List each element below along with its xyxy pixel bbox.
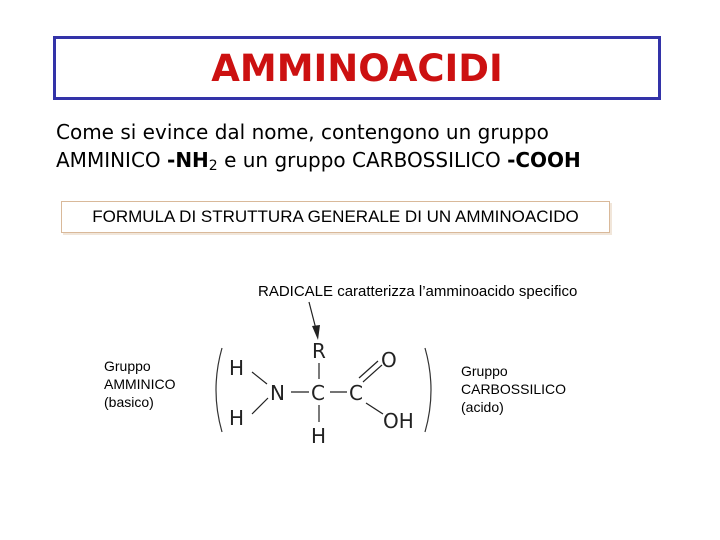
amine-label-line: (basico) bbox=[104, 394, 154, 410]
amine-bracket bbox=[216, 348, 222, 432]
amine-group-formula: -NH bbox=[167, 148, 209, 172]
atom-o: O bbox=[381, 348, 397, 372]
acid-label-line: (acido) bbox=[461, 399, 504, 415]
page-title: AMMINOACIDI bbox=[211, 46, 503, 90]
amine-label-line: AMMINICO bbox=[104, 376, 176, 392]
atom-oh: OH bbox=[383, 409, 414, 433]
bond-n-h-top bbox=[252, 372, 267, 384]
amine-label-line: Gruppo bbox=[104, 358, 151, 374]
radical-arrow-head bbox=[312, 325, 320, 340]
bond-c-oh bbox=[366, 403, 383, 414]
atom-h-alpha: H bbox=[311, 424, 327, 448]
atom-h-bottom: H bbox=[229, 406, 245, 430]
radical-highlight: RADICALE bbox=[258, 283, 334, 300]
atom-n: N bbox=[270, 381, 285, 405]
carboxyl-bracket bbox=[425, 348, 431, 432]
atom-r: R bbox=[312, 339, 326, 363]
intro-line-1: Come si evince dal nome, contengono un gruppo bbox=[56, 120, 549, 144]
bond-c-o-double-1 bbox=[359, 361, 378, 378]
bond-n-h-bottom bbox=[252, 398, 268, 414]
intro-line-2-prefix: AMMINICO bbox=[56, 148, 168, 172]
acid-label-line: Gruppo bbox=[461, 363, 508, 379]
atom-h-top: H bbox=[229, 356, 245, 380]
atom-c-alpha: C bbox=[311, 381, 325, 405]
atom-c-carboxyl: C bbox=[349, 381, 363, 405]
intro-line-2-middle: e un gruppo CARBOSSILICO bbox=[217, 148, 508, 172]
acid-label-line: CARBOSSILICO bbox=[461, 381, 567, 397]
bond-c-o-double-2 bbox=[363, 365, 382, 382]
carboxyl-group-formula: -COOH bbox=[507, 148, 581, 172]
amine-subscript: 2 bbox=[208, 158, 218, 174]
formula-box-label: FORMULA DI STRUTTURA GENERALE DI UN AMMINOACIDO bbox=[92, 207, 579, 226]
radical-rest: caratterizza l’amminoacido specifico bbox=[333, 283, 578, 300]
